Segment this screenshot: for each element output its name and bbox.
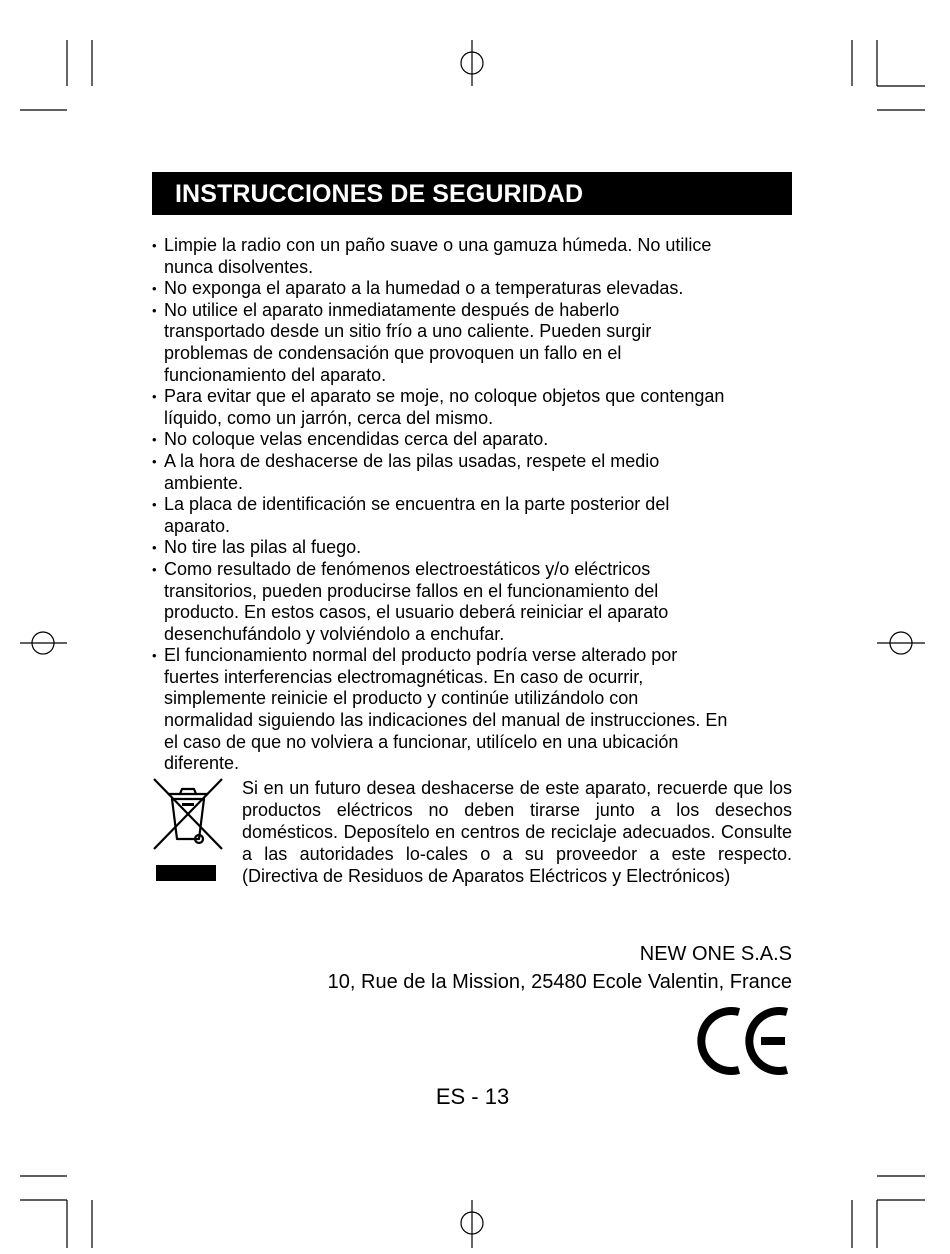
page-title: INSTRUCCIONES DE SEGURIDAD [175, 180, 584, 208]
list-item: • A la hora de deshacerse de las pilas usadas, respete el medio ambiente. [152, 451, 802, 494]
weee-disposal-text: Si en un futuro desea deshacerse de este aparato, recuerde que los productos eléctricos no deben tirarse junto a los desechos domésticos. Deposítelo en centros de reciclaje adecuados. Consulte a las autoridades lo-cales o a su proveedor a este respecto. (Directiva de Residuos de Aparatos Eléctricos y Electrónicos) [242, 778, 792, 886]
list-item: • No coloque velas encendidas cerca del aparato. [152, 429, 802, 451]
list-item: • Para evitar que el aparato se moje, no coloque objetos que contengan líquido, como un jarrón, cerca del mismo. [152, 386, 802, 429]
company-name: NEW ONE S.A.S [639, 943, 792, 965]
weee-notice [152, 775, 792, 915]
list-item: • La placa de identificación se encuentra en la parte posterior del aparato. [152, 494, 802, 537]
section-header [152, 172, 792, 215]
list-item: • El funcionamiento normal del producto podría verse alterado por fuertes interferencias electromagnéticas. En caso de ocurrir, simplemente reinicie el producto y continúe utilizándolo con normalidad siguiendo las indicaciones del manual de instrucciones. En el caso de que no volviera a funcionar, utilícelo en una ubicación diferente. [152, 645, 802, 775]
list-item: • No exponga el aparato a la humedad o a temperaturas elevadas. [152, 278, 802, 300]
ce-mark-icon [695, 1006, 795, 1076]
company-address: 10, Rue de la Mission, 25480 Ecole Valentin, France [327, 971, 792, 993]
list-item: • Como resultado de fenómenos electroestáticos y/o eléctricos transitorios, pueden producirse fallos en el funcionamiento del producto. En estos casos, el usuario deberá reiniciar el aparato desenchufándolo y volviéndolo a enchufar. [152, 559, 802, 645]
list-item: • Limpie la radio con un paño suave o una gamuza húmeda. No utilice nunca disolventes. [152, 235, 802, 278]
safety-instructions-list [152, 235, 802, 775]
list-item: • No tire las pilas al fuego. [152, 537, 802, 559]
crossed-out-wheelie-bin-icon [152, 775, 224, 885]
list-item: • No utilice el aparato inmediatamente después de haberlo transportado desde un sitio frío a uno caliente. Pueden surgir problemas de condensación que provoquen un fallo en el funcionamiento del aparato. [152, 300, 802, 386]
manufacturer-info [328, 940, 792, 996]
page-number: ES - 13 [435, 1084, 510, 1109]
